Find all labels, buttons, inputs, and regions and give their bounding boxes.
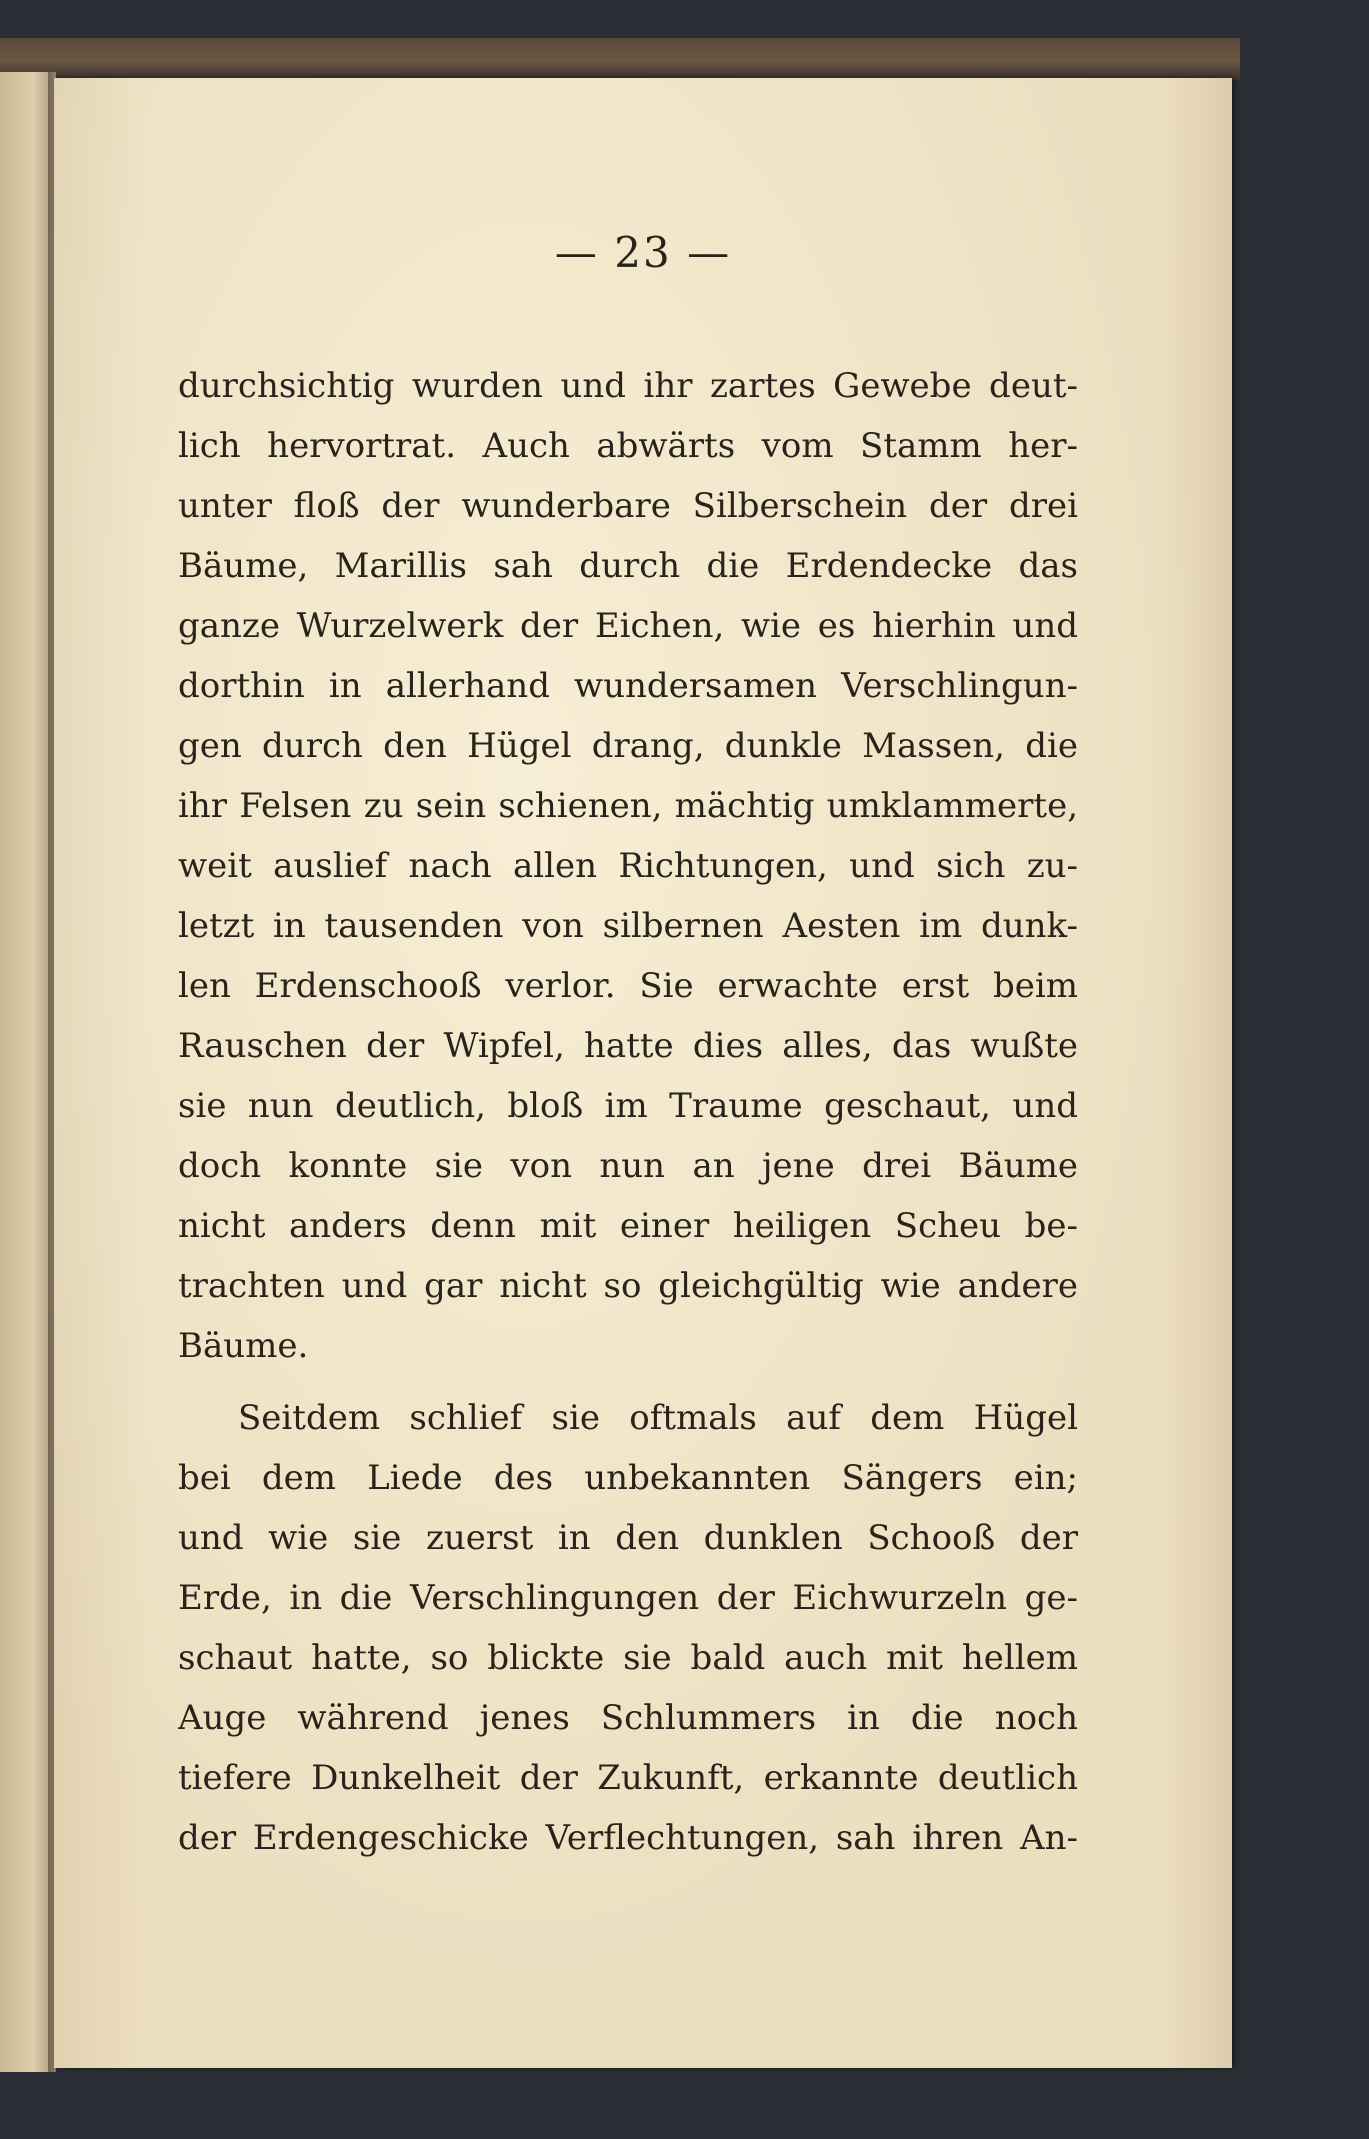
text-line: Erde, in die Verschlingungen der Eichwurzeln ge- [178,1578,1078,1618]
text-line: ihr Felsen zu sein schienen, mächtig umklammerte, [178,786,1078,826]
text-line: nicht anders denn mit einer heiligen Scheu be- [178,1206,1078,1246]
text-line: doch konnte sie von nun an jene drei Bäume [178,1146,1078,1186]
text-line: gen durch den Hügel drang, dunkle Massen, die [178,726,1078,766]
text-line: lich hervortrat. Auch abwärts vom Stamm her- [178,426,1078,466]
text-line: Bäume. [178,1326,309,1366]
text-line: unter floß der wunderbare Silberschein der drei [178,486,1078,526]
page-number: — 23 — [554,228,732,277]
book-top-edge [0,38,1240,80]
text-line: Seitdem schlief sie oftmals auf dem Hügel [238,1398,1078,1438]
text-line: Rauschen der Wipfel, hatte dies alles, das wußte [178,1026,1078,1066]
body-text [178,356,1078,1868]
text-line: der Erdengeschicke Verflechtungen, sah ihren An- [178,1818,1078,1858]
text-line: sie nun deutlich, bloß im Traume geschaut, und [178,1086,1078,1126]
text-line: durchsichtig wurden und ihr zartes Gewebe deut- [178,366,1078,406]
text-line: dorthin in allerhand wundersamen Verschlingun- [178,666,1078,706]
text-line: Bäume, Marillis sah durch die Erdendecke das [178,546,1078,586]
text-line: schaut hatte, so blickte sie bald auch mit hellem [178,1638,1078,1678]
text-line: weit auslief nach allen Richtungen, und sich zu- [178,846,1078,886]
text-line: trachten und gar nicht so gleichgültig wie andere [178,1266,1078,1306]
text-line: tiefere Dunkelheit der Zukunft, erkannte deutlich [178,1758,1078,1798]
text-line: ganze Wurzelwerk der Eichen, wie es hierhin und [178,606,1078,646]
book-page [54,78,1232,2068]
text-line: Auge während jenes Schlummers in die noch [178,1698,1078,1738]
text-line: bei dem Liede des unbekannten Sängers ein; [178,1458,1078,1498]
paragraph-gap [178,1376,1078,1388]
text-line: letzt in tausenden von silbernen Aesten im dunk- [178,906,1078,946]
text-line: und wie sie zuerst in den dunklen Schooß der [178,1518,1078,1558]
text-line: len Erdenschooß verlor. Sie erwachte erst beim [178,966,1078,1006]
